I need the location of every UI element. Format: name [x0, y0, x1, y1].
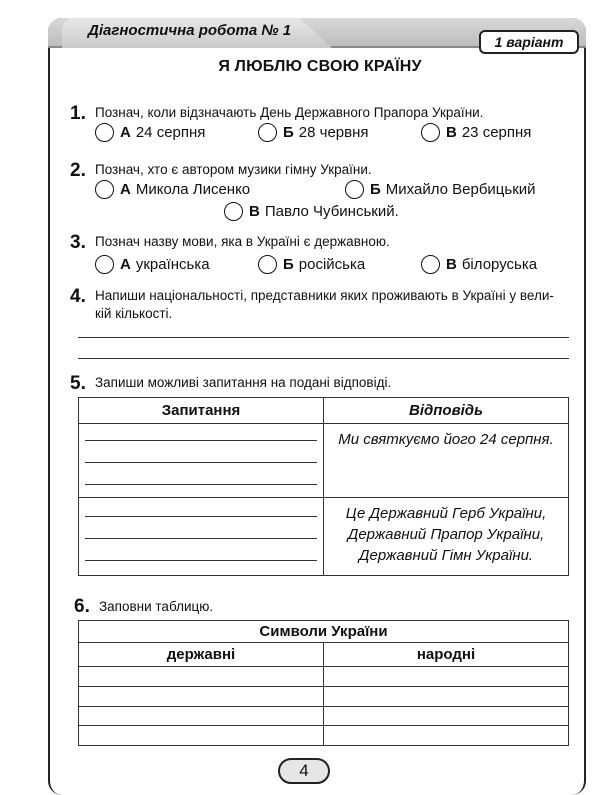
- table-cell[interactable]: [79, 706, 324, 726]
- q1-option-c[interactable]: В 23 серпня: [421, 123, 531, 142]
- radio-circle-icon[interactable]: [258, 255, 277, 274]
- question-3-text: Познач назву мови, яка в Україні є державною.: [95, 234, 390, 249]
- question-write-cell[interactable]: [79, 498, 324, 576]
- radio-circle-icon[interactable]: [224, 202, 243, 221]
- question-6-number: 6.: [74, 596, 90, 617]
- radio-circle-icon[interactable]: [95, 180, 114, 199]
- q3-option-c[interactable]: В білоруська: [421, 255, 537, 274]
- answer-cell-2: Це Державний Герб України, Державний Прапор України, Державний Гімн України.: [324, 498, 569, 576]
- write-line[interactable]: [85, 538, 317, 539]
- table-cell[interactable]: [79, 726, 324, 746]
- question-write-cell[interactable]: [79, 424, 324, 498]
- symbols-table: [78, 620, 569, 746]
- question-4-text-line2: кій кількості.: [95, 306, 173, 321]
- q2-option-b[interactable]: Б Михайло Вербицький: [345, 180, 536, 199]
- q3-option-b[interactable]: Б російська: [258, 255, 365, 274]
- questions-answers-table: [78, 397, 569, 576]
- question-5-text: Запиши можливі запитання на подані відповіді.: [95, 375, 392, 390]
- q2-option-a[interactable]: А Микола Лисенко: [95, 180, 250, 199]
- radio-circle-icon[interactable]: [421, 255, 440, 274]
- radio-circle-icon[interactable]: [95, 255, 114, 274]
- column-header-question: Запитання: [79, 398, 324, 424]
- radio-circle-icon[interactable]: [258, 123, 277, 142]
- radio-circle-icon[interactable]: [95, 123, 114, 142]
- column-header-answer: Відповідь: [324, 398, 569, 424]
- question-4-number: 4.: [70, 286, 86, 307]
- question-2-number: 2.: [70, 160, 86, 181]
- page-title: Я ЛЮБЛЮ СВОЮ КРАЇНУ: [218, 58, 422, 75]
- radio-circle-icon[interactable]: [421, 123, 440, 142]
- symbols-table-title: Символи України: [79, 621, 569, 643]
- answer-line[interactable]: [78, 358, 569, 359]
- question-2-text: Познач, хто є автором музики гімну України.: [95, 162, 372, 177]
- q1-option-a[interactable]: А 24 серпня: [95, 123, 205, 142]
- q1-option-b[interactable]: Б 28 червня: [258, 123, 369, 142]
- q2-option-c[interactable]: В Павло Чубинський.: [224, 202, 399, 221]
- write-line[interactable]: [85, 516, 317, 517]
- question-1-text: Познач, коли відзначають День Державного Прапора України.: [95, 105, 484, 120]
- q3-option-a[interactable]: А українська: [95, 255, 210, 274]
- question-3-number: 3.: [70, 232, 86, 253]
- table-cell[interactable]: [324, 686, 569, 706]
- table-cell[interactable]: [79, 686, 324, 706]
- write-line[interactable]: [85, 560, 317, 561]
- table-cell[interactable]: [324, 667, 569, 687]
- table-cell[interactable]: [324, 706, 569, 726]
- header-title: Діагностична робота № 1: [88, 22, 292, 39]
- question-6-text: Заповни таблицю.: [99, 599, 214, 614]
- variant-badge: 1 варіант: [479, 30, 579, 54]
- write-line[interactable]: [85, 462, 317, 463]
- table-cell[interactable]: [324, 726, 569, 746]
- radio-circle-icon[interactable]: [345, 180, 364, 199]
- write-line[interactable]: [85, 484, 317, 485]
- answer-line[interactable]: [78, 337, 569, 338]
- question-1-number: 1.: [70, 103, 86, 124]
- write-line[interactable]: [85, 440, 317, 441]
- column-header-folk: народні: [324, 642, 569, 666]
- page-number: 4: [278, 758, 330, 784]
- column-header-state: державні: [79, 642, 324, 666]
- question-4-text-line1: Напиши національності, представники яких проживають в Україні у вели-: [95, 288, 554, 303]
- table-cell[interactable]: [79, 667, 324, 687]
- question-5-number: 5.: [70, 373, 86, 394]
- answer-cell-1: Ми святкуємо його 24 серпня.: [324, 424, 569, 498]
